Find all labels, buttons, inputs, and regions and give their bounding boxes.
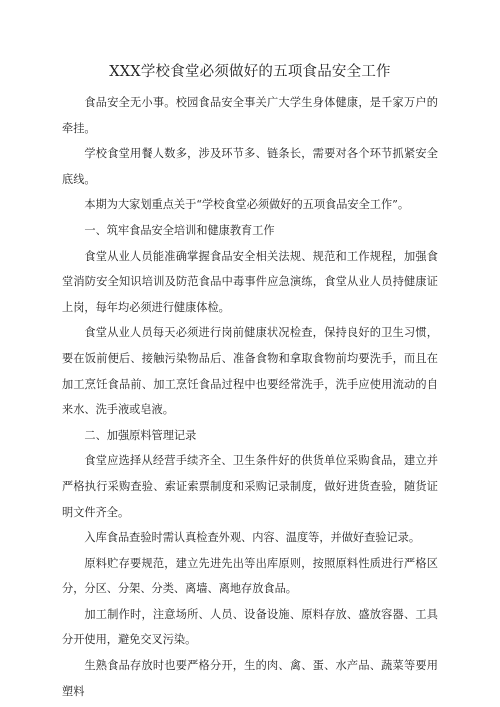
paragraph-section2-5: 生熟食品存放时也要严格分开，生的肉、禽、蛋、水产品、蔬菜等要用塑料 [62, 659, 438, 698]
paragraph-section2-4: 加工制作时，注意场所、人员、设备设施、原料存放、盛放容器、工具分开使用，避免交叉污染。 [62, 607, 438, 647]
document-title: XXX学校食堂必须做好的五项食品安全工作 [109, 64, 391, 80]
paragraph-intro-1: 食品安全无小事。校园食品安全事关广大学生身体健康，是千家万户的牵挂。 [62, 96, 438, 135]
paragraph-intro-2: 学校食堂用餐人数多，涉及环节多、链条长，需要对各个环节抓紧安全底线。 [62, 147, 438, 186]
paragraph-section2-1: 食堂应选择从经营手续齐全、卫生条件好的供货单位采购食品，建立并严格执行采购查验、索证索票制度和采购记录制度，做好进货查验，随货证明文件齐全。 [62, 454, 438, 519]
paragraph-section1-1: 食堂从业人员能准确掌握食品安全相关法规、规范和工作规程，加强食堂消防安全知识培训及防范食品中毒事件应急演练，食堂从业人员持健康证上岗，每年均必须进行健康体检。 [62, 249, 438, 314]
paragraph-section1-2: 食堂从业人员每天必须进行岗前健康状况检查，保持良好的卫生习惯，要在饭前便后、接触污染物品后、准备食物和拿取食物前均要洗手，而且在加工烹饪食品前、加工烹饪食品过程中也要经常洗手，洗手应使用流动的自来水、洗手液或皂液。 [62, 326, 438, 417]
paragraph-section2-3: 原料贮存要规范，建立先进先出等出库原则，按照原料性质进行严格区分，分区、分架、分类、离墙、离地存放食品。 [62, 556, 438, 596]
paragraph-intro-3: 本期为大家划重点关于“学校食堂必须做好的五项食品安全工作”。 [84, 198, 410, 212]
section-heading-1: 一、筑牢食品安全培训和健康教育工作 [84, 223, 275, 237]
section-heading-2: 二、加强原料管理记录 [84, 428, 197, 442]
paragraph-section2-2: 入库食品查验时需认真检查外观、内容、温度等，并做好查验记录。 [84, 531, 421, 545]
